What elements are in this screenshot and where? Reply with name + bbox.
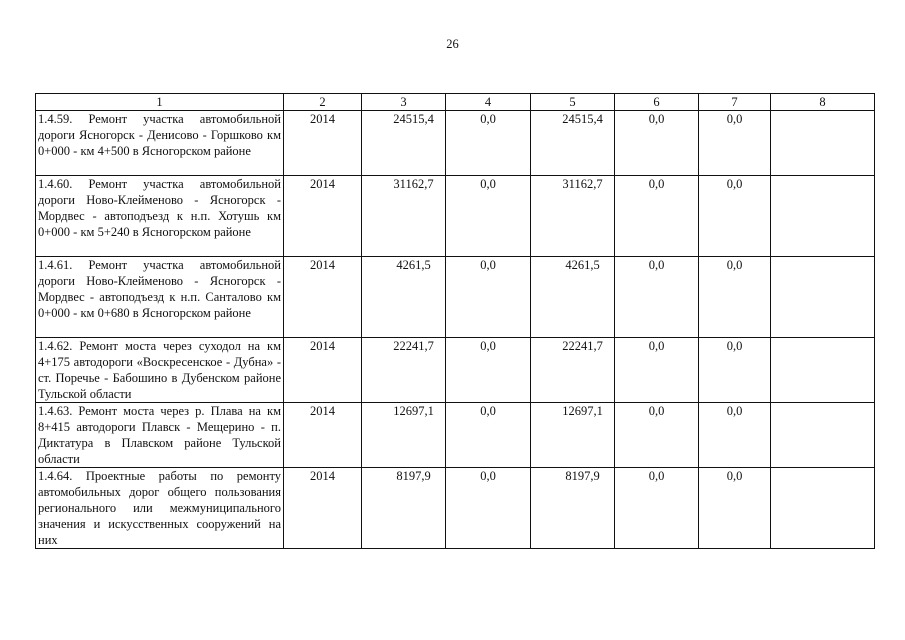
value-cell-6: 0,0 <box>615 403 699 468</box>
year-cell: 2014 <box>284 403 362 468</box>
value-cell-7: 0,0 <box>699 111 771 176</box>
table-row <box>36 468 875 549</box>
value-cell-4: 0,0 <box>446 111 531 176</box>
header-row <box>36 94 875 111</box>
value-cell-5: 12697,1 <box>531 403 615 468</box>
year-cell: 2014 <box>284 257 362 338</box>
table-row <box>36 111 875 176</box>
value-cell-5: 8197,9 <box>531 468 615 549</box>
value-cell-6: 0,0 <box>615 176 699 257</box>
table-row <box>36 176 875 257</box>
row-description: 1.4.64. Проектные работы по ремонту автомобильных дорог общего пользования регионального или межмуниципального значения и искусственных сооружений на них <box>36 468 284 549</box>
value-cell-3: 24515,4 <box>362 111 446 176</box>
column-header-1: 1 <box>36 94 284 111</box>
row-description: 1.4.59. Ремонт участка автомобильной дороги Ясногорск - Денисово - Горшково км 0+000 - км 4+500 в Ясногорском районе <box>36 111 284 176</box>
value-cell-6: 0,0 <box>615 257 699 338</box>
page-number: 26 <box>446 37 459 51</box>
year-cell: 2014 <box>284 111 362 176</box>
value-cell-6: 0,0 <box>615 468 699 549</box>
value-cell-7: 0,0 <box>699 338 771 403</box>
table-row <box>36 403 875 468</box>
column-header-7: 7 <box>699 94 771 111</box>
row-description: 1.4.61. Ремонт участка автомобильной дороги Ново-Клейменово - Ясногорск - Мордвес - автоподъезд к н.п. Санталово км 0+000 - км 0+680 в Ясногорском районе <box>36 257 284 338</box>
value-cell-4: 0,0 <box>446 403 531 468</box>
value-cell-7: 0,0 <box>699 403 771 468</box>
value-cell-8 <box>771 468 875 549</box>
column-header-4: 4 <box>446 94 531 111</box>
year-cell: 2014 <box>284 176 362 257</box>
value-cell-4: 0,0 <box>446 468 531 549</box>
row-description: 1.4.62. Ремонт моста через суходол на км 4+175 автодороги «Воскресенское - Дубна» - ст. Поречье - Бабошино в Дубенском районе Тульской области <box>36 338 284 403</box>
value-cell-7: 0,0 <box>699 176 771 257</box>
value-cell-3: 22241,7 <box>362 338 446 403</box>
value-cell-5: 24515,4 <box>531 111 615 176</box>
value-cell-4: 0,0 <box>446 176 531 257</box>
value-cell-8 <box>771 403 875 468</box>
value-cell-3: 4261,5 <box>362 257 446 338</box>
value-cell-8 <box>771 257 875 338</box>
value-cell-8 <box>771 176 875 257</box>
table-row <box>36 338 875 403</box>
value-cell-3: 31162,7 <box>362 176 446 257</box>
value-cell-6: 0,0 <box>615 338 699 403</box>
column-header-3: 3 <box>362 94 446 111</box>
column-header-6: 6 <box>615 94 699 111</box>
value-cell-6: 0,0 <box>615 111 699 176</box>
value-cell-5: 31162,7 <box>531 176 615 257</box>
column-header-8: 8 <box>771 94 875 111</box>
data-table <box>35 93 875 549</box>
year-cell: 2014 <box>284 468 362 549</box>
row-description: 1.4.63. Ремонт моста через р. Плава на км 8+415 автодороги Плавск - Мещерино - п. Диктатура в Плавском районе Тульской области <box>36 403 284 468</box>
value-cell-4: 0,0 <box>446 257 531 338</box>
table-row <box>36 257 875 338</box>
value-cell-7: 0,0 <box>699 257 771 338</box>
row-description: 1.4.60. Ремонт участка автомобильной дороги Ново-Клейменово - Ясногорск - Мордвес - автоподъезд к н.п. Хотушь км 0+000 - км 5+240 в Ясногорском районе <box>36 176 284 257</box>
value-cell-5: 4261,5 <box>531 257 615 338</box>
value-cell-3: 12697,1 <box>362 403 446 468</box>
value-cell-3: 8197,9 <box>362 468 446 549</box>
value-cell-7: 0,0 <box>699 468 771 549</box>
value-cell-8 <box>771 338 875 403</box>
column-header-5: 5 <box>531 94 615 111</box>
column-header-2: 2 <box>284 94 362 111</box>
value-cell-4: 0,0 <box>446 338 531 403</box>
value-cell-5: 22241,7 <box>531 338 615 403</box>
year-cell: 2014 <box>284 338 362 403</box>
value-cell-8 <box>771 111 875 176</box>
